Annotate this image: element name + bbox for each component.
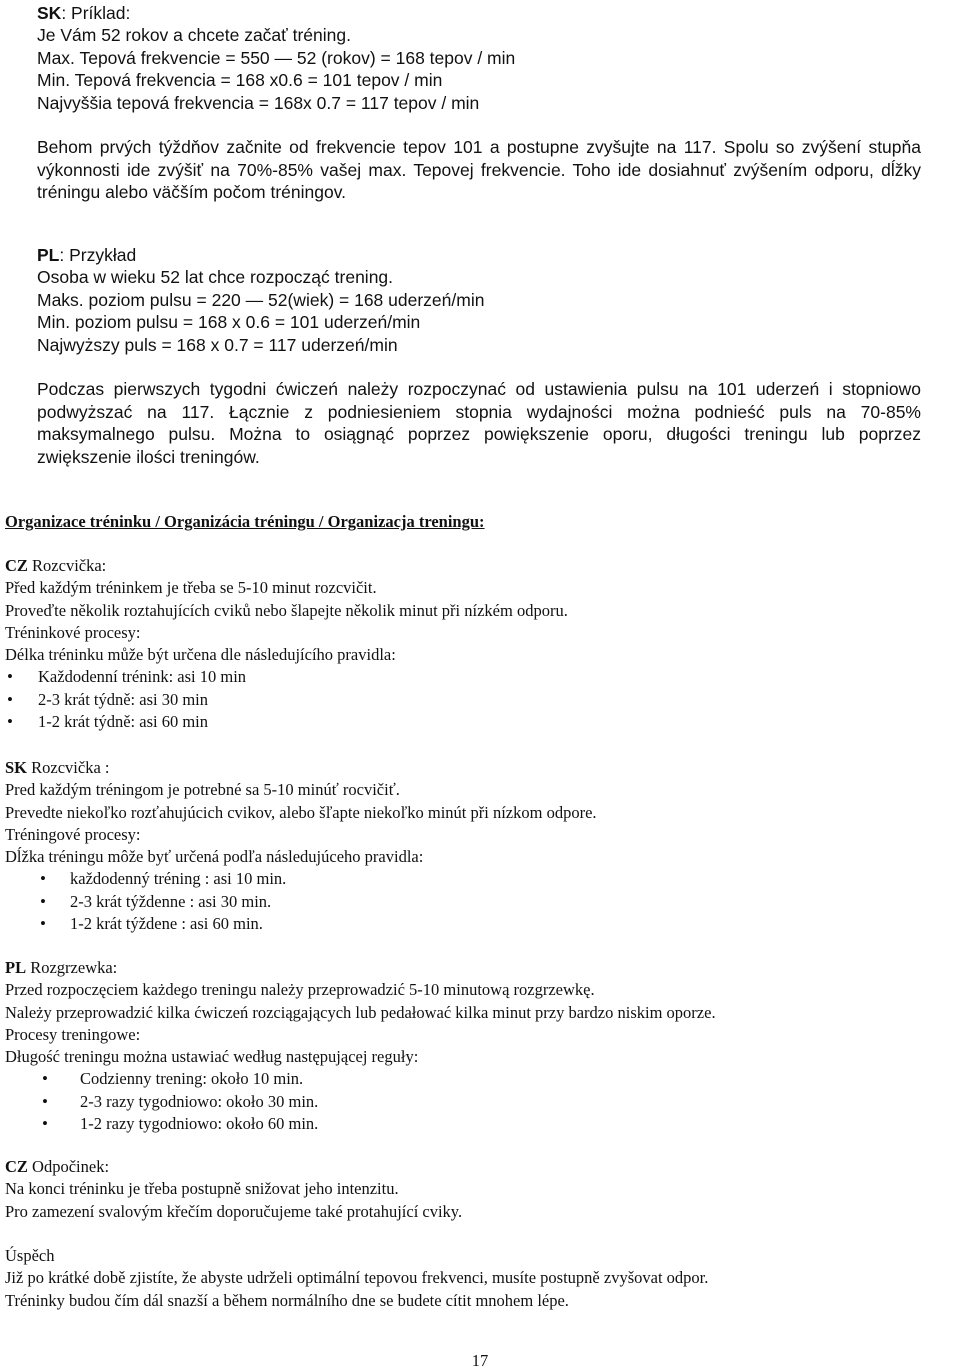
list-item: • Každodenní trénink: asi 10 min xyxy=(5,666,935,688)
pl-example-title: PL: Przykład xyxy=(37,245,137,265)
list-item: • 1-2 razy tygodniowo: około 60 min. xyxy=(5,1113,935,1135)
paragraph: Behom prvých týždňov začnite od frekvencie tepov 101 a postupne zvyšujte na 117. Spolu so zvýšení stupňa výkonnosti ide zvýšiť na 70%-85% vašej max. Tepovej frekvencie. Toho ide dosiahnuť zvýšením odporu, dĺžky tréningu alebo väčším počom tréningov. xyxy=(37,137,921,203)
text-line: Tréningové procesy: xyxy=(5,824,141,844)
language-label: PL xyxy=(5,958,27,977)
text-line: Procesy treningowe: xyxy=(5,1024,141,1044)
section-heading: Organizace tréninku / Organizácia tréningu / Organizacja treningu: xyxy=(5,512,485,531)
sk-warmup-section xyxy=(5,757,935,935)
text-line: Osoba w wieku 52 lat chce rozpocząć trening. xyxy=(37,267,394,288)
success-title: Úspěch xyxy=(5,1246,55,1265)
text-line: Przed rozpoczęciem każdego treningu należy przeprowadzić 5-10 minutową rozgrzewkę. xyxy=(5,980,595,1000)
text-line: Min. Tepová frekvencia = 168 x0.6 = 101 tepov / min xyxy=(37,70,443,91)
text-line: Długość treningu można ustawiać według następującej reguły: xyxy=(5,1047,419,1067)
bullet-list xyxy=(5,868,935,935)
bullet-list xyxy=(5,666,935,733)
sk-warmup-title: SK Rozcvička : xyxy=(5,758,110,777)
text-line: Min. poziom pulsu = 168 x 0.6 = 101 uderzeń/min xyxy=(37,312,421,333)
text-line: Délka tréninku může být určena dle následujícího pravidla: xyxy=(5,645,396,665)
text-line: Max. Tepová frekvencie = 550 — 52 (rokov) = 168 tepov / min xyxy=(37,47,516,68)
text-line: Maks. poziom pulsu = 220 — 52(wiek) = 168 uderzeń/min xyxy=(37,289,485,310)
text-line: Dĺžka tréningu môže byť určená podľa následujúceho pravidla: xyxy=(5,847,424,867)
text-line: Należy przeprowadzić kilka ćwiczeń rozciągających lub pedałować kilka minut przy bardzo niskim oporze. xyxy=(5,1002,716,1022)
cz-warmup-section xyxy=(5,555,935,733)
text-line: Pro zamezení svalovým křečím doporučujeme také protahující cviky. xyxy=(5,1201,463,1221)
pl-example-section xyxy=(37,244,921,468)
pl-warmup-section xyxy=(5,957,935,1135)
cz-rest-title: CZ Odpočinek: xyxy=(5,1157,110,1176)
success-section xyxy=(5,1245,935,1312)
list-item: • 2-3 krát týdně: asi 30 min xyxy=(5,689,935,711)
text-line: Proveďte několik roztahujících cviků nebo šlapejte několik minut při nízkém odporu. xyxy=(5,600,568,620)
paragraph: Podczas pierwszych tygodni ćwiczeń należy rozpoczynać od ustawienia pulsu na 101 uderzeń i stopniowo podwyższać na 117. Łącznie z podniesieniem stopnia wydajności można podnieść puls na 70-85% maksymalnego pulsu. Można to osiągnąć poprzez powiększenie oporu, długości treningu lub poprzez zwiększenie ilości treningów. xyxy=(37,379,921,467)
language-label: PL xyxy=(37,245,60,265)
text-line: Již po krátké době zjistíte, že abyste udrželi optimální tepovou frekvenci, musíte postupně zvyšovat odpor. xyxy=(5,1268,709,1288)
list-item: • 1-2 krát týždene : asi 60 min. xyxy=(5,913,935,935)
language-label: CZ xyxy=(5,556,28,575)
sk-example-title: SK: Príklad: xyxy=(37,3,131,23)
pl-warmup-title: PL Rozgrzewka: xyxy=(5,958,118,977)
list-item: • každodenný tréning : asi 10 min. xyxy=(5,868,935,890)
cz-rest-section xyxy=(5,1156,935,1223)
language-label: SK xyxy=(5,758,28,777)
text-line: Prevedte niekoľko rozťahujúcich cvikov, alebo šľapte niekoľko minút při nízkom odpore. xyxy=(5,802,597,822)
list-item: • 2-3 krát týždenne : asi 30 min. xyxy=(5,891,935,913)
text-line: Tréninkové procesy: xyxy=(5,622,141,642)
text-line: Pred každým tréningom je potrebné sa 5-10 minúť rocvičiť. xyxy=(5,780,400,800)
language-label: SK xyxy=(37,3,62,23)
text-line: Najvyššia tepová frekvencia = 168x 0.7 = 117 tepov / min xyxy=(37,92,480,113)
text-line: Tréninky budou čím dál snazší a během normálního dne se budete cítit mnohem lépe. xyxy=(5,1290,569,1310)
text-line: Najwyższy puls = 168 x 0.7 = 117 uderzeń/min xyxy=(37,334,398,355)
cz-warmup-title: CZ Rozcvička: xyxy=(5,556,107,575)
list-item: • 2-3 razy tygodniowo: około 30 min. xyxy=(5,1091,935,1113)
list-item: • 1-2 krát týdně: asi 60 min xyxy=(5,711,935,733)
bullet-list xyxy=(5,1068,935,1135)
text-line: Před každým tréninkem je třeba se 5-10 minut rozcvičit. xyxy=(5,578,377,598)
page-number: 17 xyxy=(471,1351,489,1370)
text-line: Na konci tréninku je třeba postupně snižovat jeho intenzitu. xyxy=(5,1179,399,1199)
list-item: • Codzienny trening: około 10 min. xyxy=(5,1068,935,1090)
language-label: CZ xyxy=(5,1157,28,1176)
organization-section xyxy=(5,511,935,533)
sk-example-section xyxy=(37,2,921,204)
text-line: Je Vám 52 rokov a chcete začať tréning. xyxy=(37,25,351,46)
